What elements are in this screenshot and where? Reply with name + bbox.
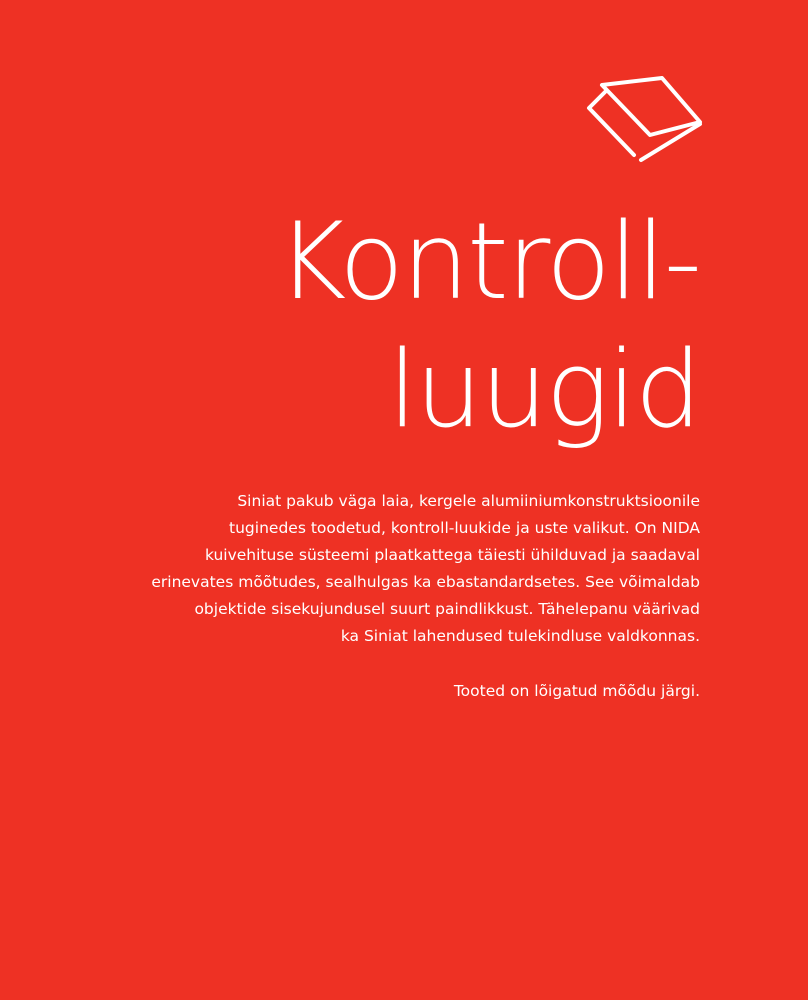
description-paragraph xyxy=(100,488,700,650)
page-title xyxy=(277,198,700,454)
cut-to-size-note: Tooted on lõigatud mõõdu järgi. xyxy=(453,682,700,700)
description-line: erinevates mõõtudes, sealhulgas ka ebastandardsetes. See võimaldab xyxy=(151,573,700,591)
description-line: ka Siniat lahendused tulekindluse valdkonnas. xyxy=(340,627,700,645)
description-line: kuivehituse süsteemi plaatkattega täiesti ühilduvad ja saadaval xyxy=(204,546,700,564)
description-line: tuginedes toodetud, kontroll-luukide ja uste valikut. On NIDA xyxy=(229,519,700,537)
open-hatch-panel-icon xyxy=(584,72,706,166)
title-line-1: Kontroll- xyxy=(276,200,700,323)
description-line: objektide sisekujundusel suurt paindlikkust. Tähelepanu väärivad xyxy=(194,600,700,618)
description-line: Siniat pakub väga laia, kergele alumiiniumkonstruktsioonile xyxy=(237,492,700,510)
title-line-2: luugid xyxy=(387,328,700,451)
